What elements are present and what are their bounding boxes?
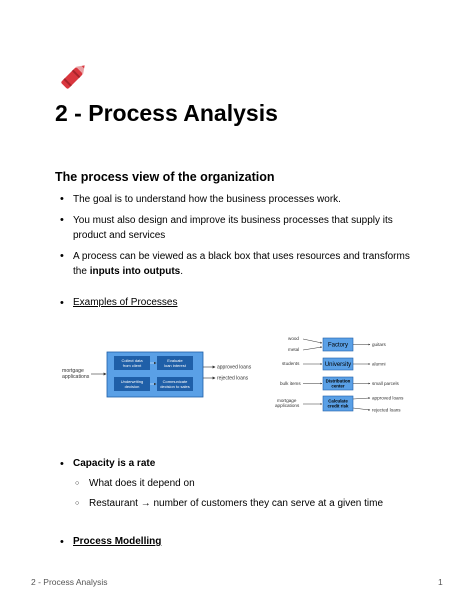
input-mortgage-applications: mortgage applications (275, 398, 300, 408)
capacity-sub-item: ○ What does it depend on (75, 477, 195, 491)
bullet-list (59, 192, 419, 285)
output-approved-loans-right: approved loans (372, 395, 404, 401)
box-evaluate: Evaluate loan interest (164, 358, 186, 368)
output-rejected-loans: rejected loans (217, 375, 249, 382)
output-small-parcels: small parcels (372, 381, 399, 386)
section-title: The process view of the organization (55, 170, 275, 184)
diagram-input-label: mortgage applications (62, 368, 90, 380)
process-examples-diagram (270, 332, 418, 418)
capacity-sub-item: ○ Restaurant → number of customers they can serve at a given time (75, 497, 383, 511)
output-rejected-loans-right: rejected loans (372, 407, 401, 413)
input-metal: metal (288, 347, 300, 352)
svg-text:Calculatecredit risk: Calculate credit risk (327, 398, 349, 409)
bullet-item: • A process can be viewed as a black box that uses resources and transforms the inputs into outputs. (59, 249, 419, 279)
output-approved-loans: approved loans (217, 364, 252, 371)
output-guitars: guitars (372, 342, 386, 347)
output-alumni: alumni (372, 361, 386, 367)
examples-link[interactable]: • Examples of Processes (59, 296, 178, 310)
footer-title: 2 - Process Analysis (31, 577, 108, 587)
footer-page-number: 1 (438, 577, 443, 587)
svg-text:Distributioncenter: Distribution center (325, 378, 351, 389)
svg-text:Factory: Factory (327, 342, 349, 349)
input-bulk-items: bulk items (280, 381, 301, 386)
input-students: students (282, 361, 300, 366)
input-wood: wood (288, 336, 299, 341)
page-title: 2 - Process Analysis (55, 100, 278, 126)
bullet-item: • You must also design and improve its business processes that supply its product and services (59, 213, 419, 243)
capacity-heading: • Capacity is a rate (59, 457, 155, 471)
crayon-icon (57, 59, 91, 93)
box-underwriting: Underwriting decision (120, 379, 144, 389)
box-collect-data: Collect data from client (121, 358, 143, 368)
mortgage-process-diagram (55, 346, 255, 402)
svg-text:University: University (324, 362, 352, 368)
process-modelling-link[interactable]: • Process Modelling (59, 535, 161, 549)
box-communicate: Communicate decision to sales (160, 379, 190, 389)
bullet-item: • The goal is to understand how the business processes work. (59, 192, 419, 207)
